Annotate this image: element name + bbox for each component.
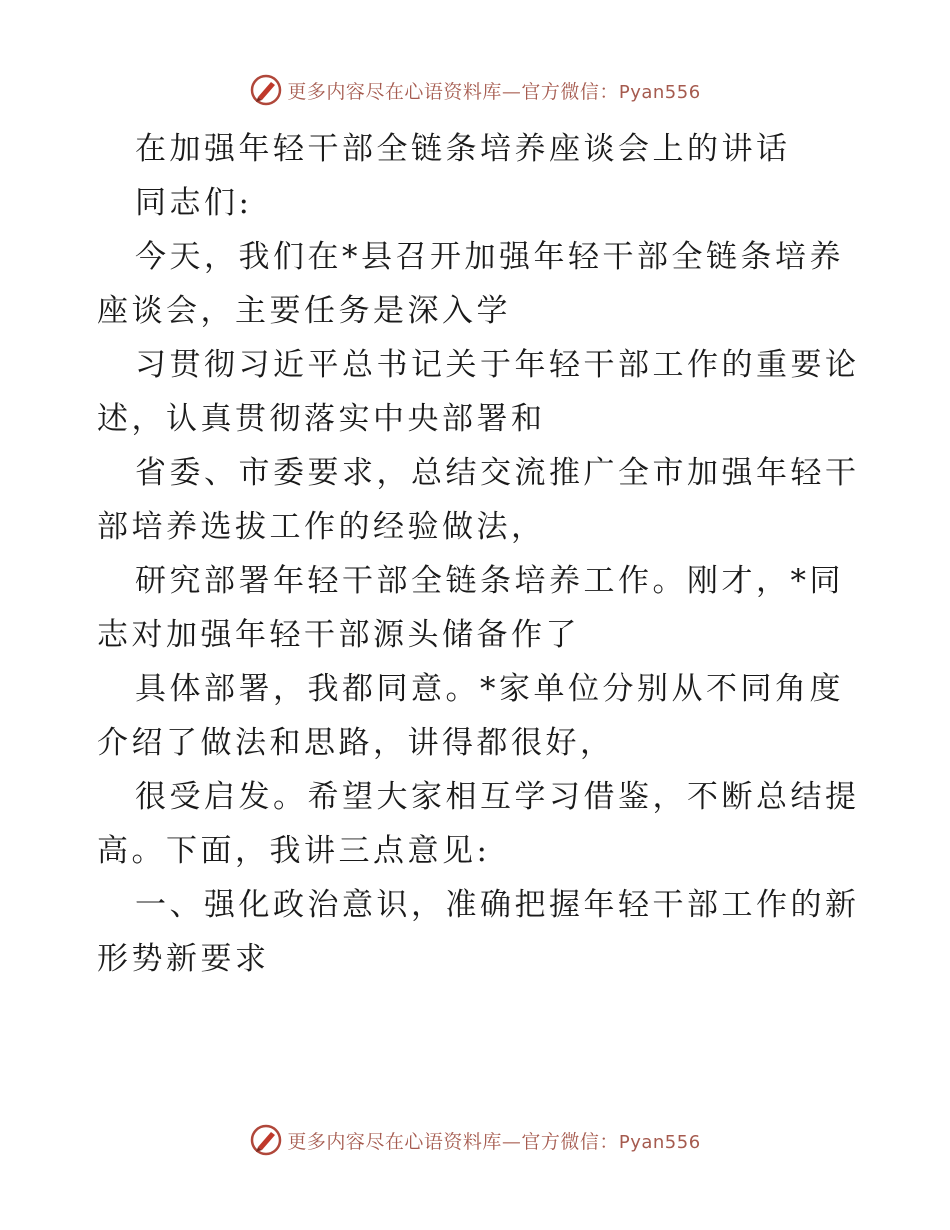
text-line: 具体部署，我都同意。*家单位分别从不同角度 [135,671,844,707]
text-line: 述，认真贯彻落实中央部署和 [97,401,546,437]
document-body [97,122,867,986]
watermark-bottom [0,1120,950,1160]
speech-title: 在加强年轻干部全链条培养座谈会上的讲话 [135,131,791,167]
section-heading: 形势新要求 [97,941,270,977]
pen-logo-icon [249,73,283,107]
watermark-top [0,70,950,110]
text-line: 部培养选拔工作的经验做法， [97,509,546,545]
text-line: 研究部署年轻干部全链条培养工作。刚才，*同 [135,563,844,599]
text-line: 高。下面，我讲三点意见: [97,833,491,869]
text-line: 志对加强年轻干部源头储备作了 [97,617,580,653]
pen-logo-icon [249,1123,283,1157]
text-line: 介绍了做法和思路，讲得都很好， [97,725,615,761]
text-line: 习贯彻习近平总书记关于年轻干部工作的重要论 [135,347,860,383]
watermark-text: 更多内容尽在心语资料库—官方微信：Pyan556 [287,80,701,103]
section-heading: 一、强化政治意识，准确把握年轻干部工作的新 [135,887,860,923]
text-line: 省委、市委要求，总结交流推广全市加强年轻干 [135,455,860,491]
salutation: 同志们: [135,185,253,221]
text-line: 今天，我们在*县召开加强年轻干部全链条培养 [135,239,844,275]
text-line: 很受启发。希望大家相互学习借鉴，不断总结提 [135,779,860,815]
watermark-text: 更多内容尽在心语资料库—官方微信：Pyan556 [287,1130,701,1153]
text-line: 座谈会，主要任务是深入学 [97,293,511,329]
